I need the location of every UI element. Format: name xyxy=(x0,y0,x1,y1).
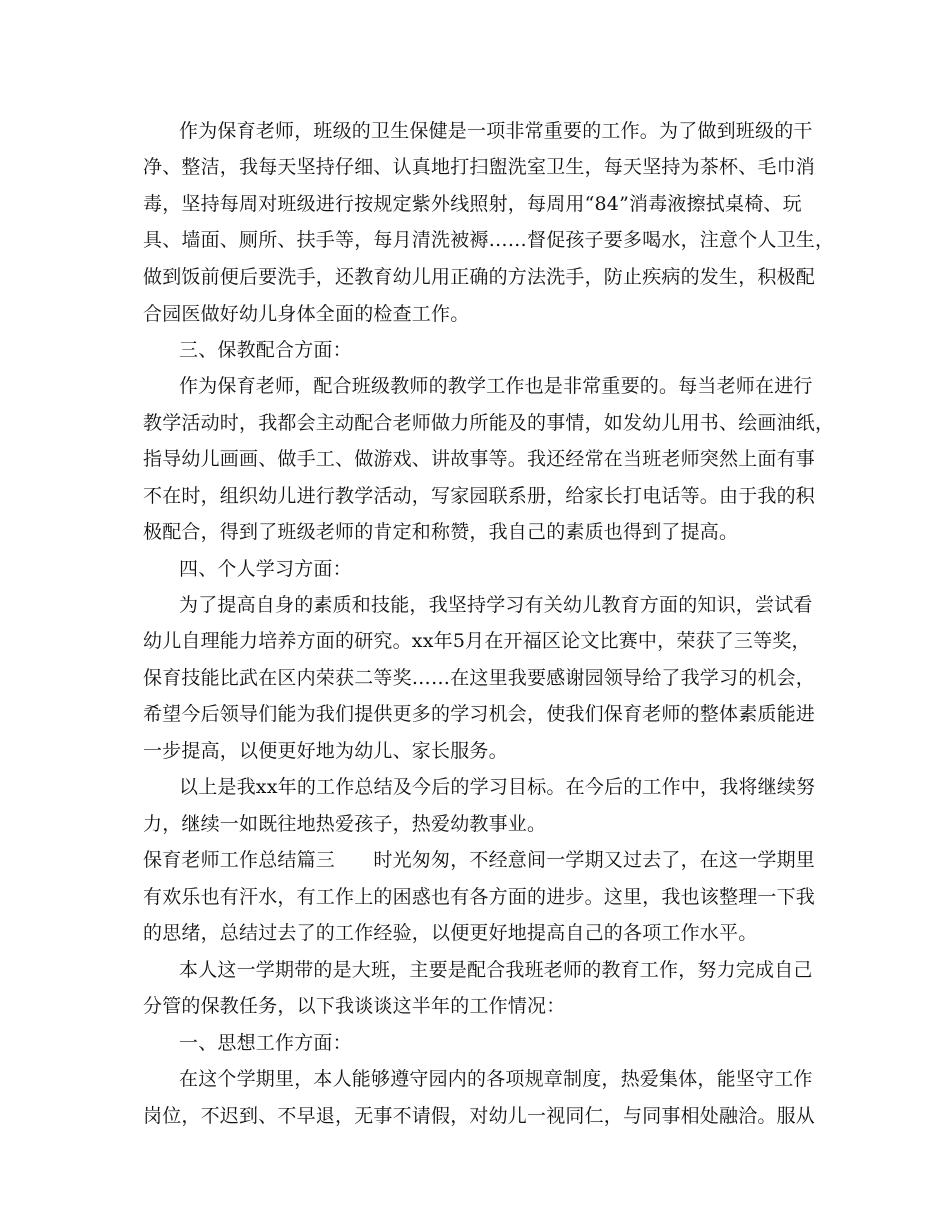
paragraph-line: 指导幼儿画画、做手工、做游戏、讲故事等。我还经常在当班老师突然上面有事 xyxy=(143,448,816,470)
paragraph-line: 为了提高自身的素质和技能，我坚持学习有关幼儿教育方面的知识，尝试看 xyxy=(179,594,813,616)
paragraph-line: 分管的保教任务，以下我谈谈这半年的工作情况： xyxy=(143,995,566,1017)
paragraph-line: 做到饭前便后要洗手，还教育幼儿用正确的方法洗手，防止疾病的发生，积极配 xyxy=(143,266,816,288)
section-heading: 四、个人学习方面： xyxy=(179,558,352,580)
paragraph-line: 净、整洁，我每天坚持仔细、认真地打扫盥洗室卫生，每天坚持为茶杯、毛巾消 xyxy=(143,156,816,178)
paragraph-line: 力，继续一如既往地热爱孩子，热爱幼教事业。 xyxy=(143,813,547,835)
paragraph-line: 不在时，组织幼儿进行教学活动，写家园联系册，给家长打电话等。由于我的积 xyxy=(143,485,816,507)
paragraph-line: 希望今后领导们能为我们提供更多的学习机会，使我们保育老师的整体素质能进 xyxy=(143,703,816,725)
paragraph-line: 一步提高，以便更好地为幼儿、家长服务。 xyxy=(143,740,508,762)
paragraph-line: 有欢乐也有汗水，有工作上的困惑也有各方面的进步。这里，我也该整理一下我 xyxy=(143,886,816,908)
paragraph-line: 毒，坚持每周对班级进行按规定紫外线照射，每周用“84”消毒液擦拭桌椅、玩 xyxy=(143,193,802,215)
paragraph-line: 本人这一学期带的是大班，主要是配合我班老师的教育工作，努力完成自己 xyxy=(179,959,813,981)
paragraph-line: 作为保育老师，配合班级教师的教学工作也是非常重要的。每当老师在进行 xyxy=(179,375,813,397)
paragraph-line: 作为保育老师，班级的卫生保健是一项非常重要的工作。为了做到班级的干 xyxy=(179,120,813,142)
paragraph-line: 幼儿自理能力培养方面的研究。xx年5月在开福区论文比赛中，荣获了三等奖， xyxy=(143,630,811,652)
paragraph-line: 以上是我xx年的工作总结及今后的学习目标。在今后的工作中，我将继续努 xyxy=(179,776,816,798)
section-heading: 一、思想工作方面： xyxy=(179,1032,352,1054)
section-heading: 三、保教配合方面： xyxy=(179,339,352,361)
paragraph-line: 合园医做好幼儿身体全面的检查工作。 xyxy=(143,303,470,325)
paragraph-line: 具、墙面、厕所、扶手等，每月清洗被褥……督促孩子要多喝水，注意个人卫生， xyxy=(143,229,835,251)
paragraph-line: 岗位，不迟到、不早退，无事不请假，对幼儿一视同仁，与同事相处融洽。服从 xyxy=(143,1105,816,1127)
paragraph-line: 在这个学期里，本人能够遵守园内的各项规章制度，热爱集体，能坚守工作 xyxy=(179,1068,813,1090)
paragraph-line: 的思绪，总结过去了的工作经验，以便更好地提高自己的各项工作水平。 xyxy=(143,922,758,944)
paragraph-line: 极配合，得到了班级老师的肯定和称赞，我自己的素质也得到了提高。 xyxy=(143,521,739,543)
paragraph-line: 保育技能比武在区内荣获二等奖……在这里我要感谢园领导给了我学习的机会， xyxy=(143,667,816,689)
paragraph-line: 教学活动时，我都会主动配合老师做力所能及的事情，如发幼儿用书、绘画油纸， xyxy=(143,412,835,434)
article-title-line: 保育老师工作总结篇三 时光匆匆，不经意间一学期又过去了，在这一学期里 xyxy=(143,849,816,871)
